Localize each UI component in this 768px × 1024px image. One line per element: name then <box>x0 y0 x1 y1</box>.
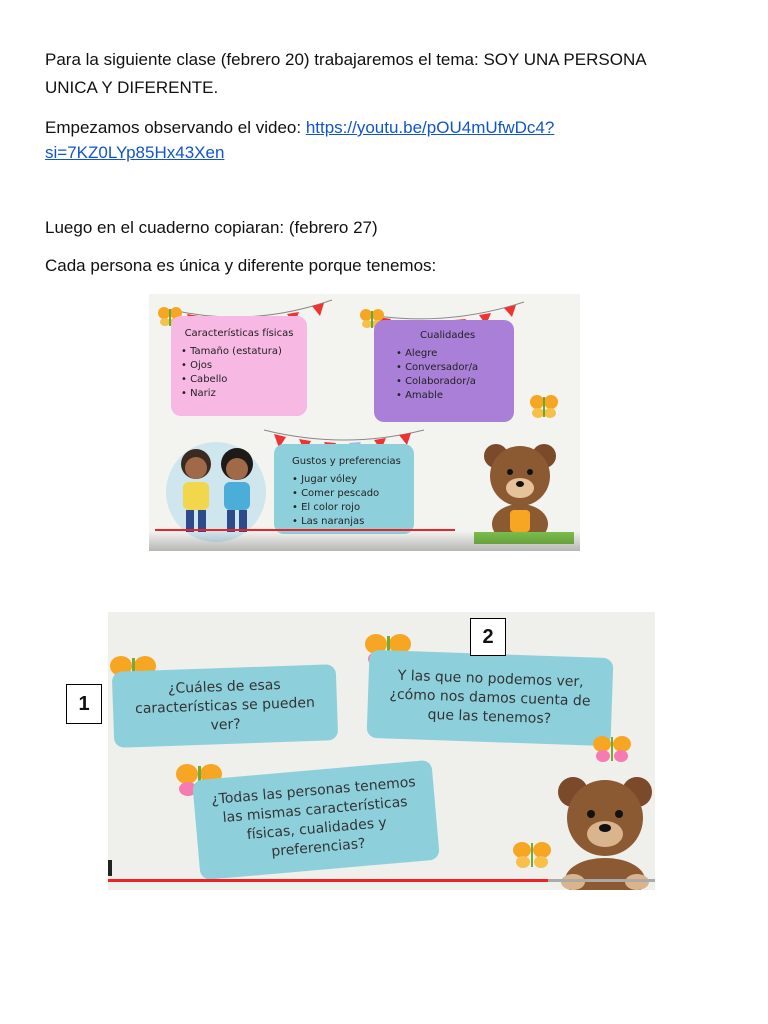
question-number-1: 1 <box>66 684 102 724</box>
video-line <box>45 116 725 140</box>
question-1-text: ¿Cuáles de esas características se pueden ver? <box>134 676 316 734</box>
list-item: • Comer pescado <box>292 487 414 501</box>
physical-title: Características físicas <box>184 328 294 339</box>
list-item: • Ojos <box>181 359 297 373</box>
intro-line-2: UNICA Y DIFERENTE. <box>45 78 219 97</box>
list-item: • Nariz <box>181 387 297 401</box>
list-item: • El color rojo <box>292 501 414 515</box>
list-item: • Tamaño (estatura) <box>181 345 297 359</box>
slide-characteristics <box>149 294 580 551</box>
physical-characteristics-box <box>171 316 307 416</box>
butterfly-icon <box>529 394 559 420</box>
question-number-2: 2 <box>470 618 506 656</box>
teddy-bear-icon <box>555 772 655 890</box>
question-2-text: Y las que no podemos ver, ¿cómo nos damos cuenta de que las tenemos? <box>389 667 591 727</box>
qualities-box <box>374 320 514 422</box>
video-prefix: Empezamos observando el video: <box>45 118 306 137</box>
unique-statement: Cada persona es única y diferente porque tenemos: <box>45 256 437 275</box>
video-control-bar[interactable] <box>149 531 580 551</box>
list-item: • Amable <box>396 389 514 403</box>
intro-line-1: Para la siguiente clase (febrero 20) trabajaremos el tema: SOY UNA PERSONA <box>45 50 647 69</box>
video-play-control[interactable] <box>108 860 112 876</box>
question-3-box <box>192 760 440 881</box>
question-2-box <box>367 650 614 746</box>
list-item: • Colaborador/a <box>396 375 514 389</box>
question-1-box <box>112 664 339 748</box>
video-progress-bar[interactable] <box>155 529 455 531</box>
copy-note: Luego en el cuaderno copiaran: (febrero 27) <box>45 218 378 237</box>
list-item: • Jugar vóley <box>292 473 414 487</box>
video-link-part-1[interactable]: https://youtu.be/pOU4mUfwDc4? <box>305 118 555 137</box>
list-item: • Cabello <box>181 373 297 387</box>
video-progress-bar[interactable] <box>108 879 548 882</box>
video-progress-track[interactable] <box>548 879 655 882</box>
children-illustration-icon <box>161 432 271 542</box>
teddy-bear-icon <box>474 434 574 544</box>
video-link-part-2[interactable]: si=7KZ0LYp85Hx43Xen <box>45 143 225 162</box>
question-3-text: ¿Todas las personas tenemos las mismas características físicas, cualidades y preferencias? <box>210 774 417 860</box>
list-item: • Las naranjas <box>292 515 414 529</box>
slide-questions <box>108 612 655 890</box>
list-item: • Alegre <box>396 347 514 361</box>
butterfly-icon <box>512 840 552 870</box>
tastes-title: Gustos y preferencias <box>292 456 401 467</box>
butterfly-icon <box>592 734 632 764</box>
tastes-preferences-box <box>274 444 414 534</box>
video-line-2 <box>45 141 725 165</box>
list-item: • Conversador/a <box>396 361 514 375</box>
qualities-title: Cualidades <box>420 330 476 341</box>
